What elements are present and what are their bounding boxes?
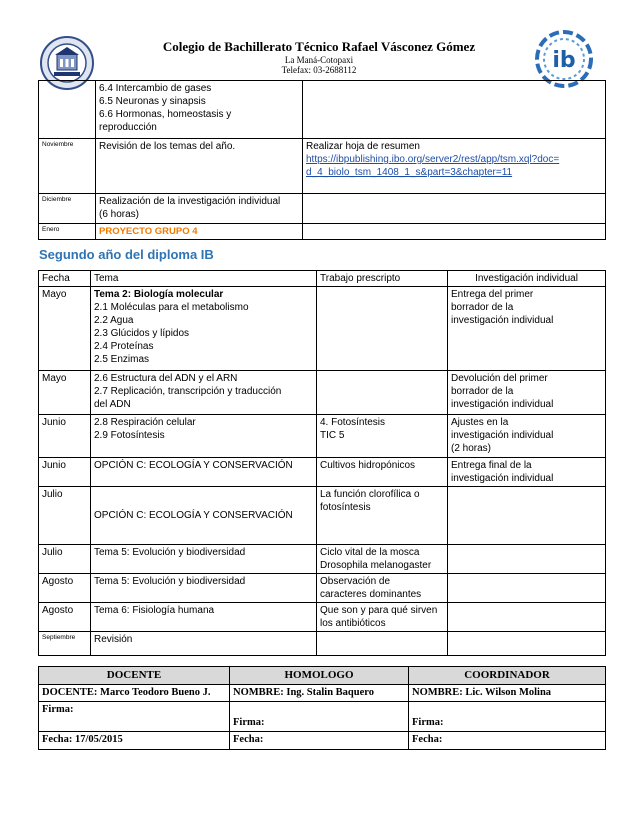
column-header: Tema <box>91 271 317 287</box>
signature-firma-row <box>39 702 606 732</box>
topic-cell: Tema 5: Evolución y biodiversidad <box>91 574 317 603</box>
table-row <box>39 574 606 603</box>
schedule-table-second-year <box>38 270 606 656</box>
topic-cell: 2.6 Estructura del ADN y el ARN 2.7 Replicación, transcripción y traducción del ADN <box>91 371 317 415</box>
topic-cell: Revisión de los temas del año. <box>96 139 303 194</box>
topic-cell: OPCIÓN C: ECOLOGÍA Y CONSERVACIÓN <box>91 458 317 487</box>
column-header: HOMOLOGO <box>230 667 409 685</box>
topic-cell: Tema 6: Fisiología humana <box>91 603 317 632</box>
teacher-name: DOCENTE: Marco Teodoro Bueno J. <box>39 685 230 702</box>
firma-cell: Firma: <box>409 702 606 732</box>
table-row <box>39 287 606 371</box>
table-row <box>39 371 606 415</box>
date-cell: Julio <box>39 545 91 574</box>
table-row <box>39 545 606 574</box>
assignment-cell: La función clorofílica o fotosíntesis <box>317 487 448 545</box>
schedule-table-first-year <box>38 80 606 240</box>
column-header: Fecha <box>39 271 91 287</box>
date-cell: Julio <box>39 487 91 545</box>
topic-cell: PROYECTO GRUPO 4 <box>96 224 303 240</box>
fecha-cell: Fecha: <box>409 732 606 750</box>
homologo-name: NOMBRE: Ing. Stalin Baquero <box>230 685 409 702</box>
table-row <box>39 632 606 656</box>
column-header: Investigación individual <box>448 271 606 287</box>
table-header-row <box>39 271 606 287</box>
research-cell: Entrega del primer borrador de la investigación individual <box>448 287 606 371</box>
coordinator-name: NOMBRE: Lic. Wilson Molina <box>409 685 606 702</box>
assignment-cell: Que son y para qué sirven los antibióticos <box>317 603 448 632</box>
signature-table <box>38 666 606 750</box>
signature-fecha-row <box>39 732 606 750</box>
fecha-cell: Fecha: <box>230 732 409 750</box>
table-row <box>39 224 606 240</box>
assignment-cell: Ciclo vital de la mosca Drosophila melanogaster <box>317 545 448 574</box>
topic-cell: Tema 5: Evolución y biodiversidad <box>91 545 317 574</box>
signature-names-row <box>39 685 606 702</box>
column-header: DOCENTE <box>39 667 230 685</box>
table-row <box>39 415 606 458</box>
research-cell: Entrega final de la investigación individual <box>448 458 606 487</box>
date-cell: Mayo <box>39 287 91 371</box>
topic-cell: Realización de la investigación individual (6 horas) <box>96 194 303 224</box>
topic-cell: Tema 2: Biología molecular 2.1 Moléculas para el metabolismo 2.2 Agua 2.3 Glúcidos y lípidos 2.4 Proteínas 2.5 Enzimas <box>91 287 317 371</box>
date-cell: Agosto <box>39 603 91 632</box>
table-row <box>39 487 606 545</box>
assignment-cell: 4. Fotosíntesis TIC 5 <box>317 415 448 458</box>
table-row <box>39 603 606 632</box>
month-cell: Enero <box>39 224 96 240</box>
resource-link[interactable]: https://ibpublishing.ibo.org/server2/rest/app/tsm.xql?doc= d_4_biolo_tsm_1408_1_s&part=3&chapter=11 <box>306 154 560 178</box>
month-cell: Noviembre <box>39 139 96 194</box>
assignment-cell: Observación de caracteres dominantes <box>317 574 448 603</box>
topic-list: 6.4 Intercambio de gases 6.5 Neuronas y sinapsis 6.6 Hormonas, homeostasis y reproducción <box>96 81 303 139</box>
table-row <box>39 81 606 139</box>
date-cell: Junio <box>39 415 91 458</box>
table-row <box>39 194 606 224</box>
table-row <box>39 458 606 487</box>
date-cell: Agosto <box>39 574 91 603</box>
school-location: La Maná-Cotopaxi <box>284 55 354 65</box>
assignment-cell: Realizar hoja de resumen https://ibpublishing.ibo.org/server2/rest/app/tsm.xql?doc= d_4_biolo_tsm_1408_1_s&part=3&chapter=11 <box>303 139 606 194</box>
firma-cell: Firma: <box>39 702 230 732</box>
column-header: COORDINADOR <box>409 667 606 685</box>
column-header: Trabajo prescripto <box>317 271 448 287</box>
month-cell: Diciembre <box>39 194 96 224</box>
topic-cell: Revisión <box>91 632 317 656</box>
date-cell: Septiembre <box>39 632 91 656</box>
table-row <box>39 139 606 194</box>
date-cell: Junio <box>39 458 91 487</box>
assignment-cell: Cultivos hidropónicos <box>317 458 448 487</box>
date-cell: Mayo <box>39 371 91 415</box>
research-cell: Devolución del primer borrador de la investigación individual <box>448 371 606 415</box>
section-title: Segundo año del diploma IB <box>39 247 214 262</box>
fecha-cell: Fecha: 17/05/2015 <box>39 732 230 750</box>
topic-cell: 2.8 Respiración celular 2.9 Fotosíntesis <box>91 415 317 458</box>
school-phone: Telefax: 03-2688112 <box>281 65 357 75</box>
firma-cell: Firma: <box>230 702 409 732</box>
school-title: Colegio de Bachillerato Técnico Rafael Vásconez Gómez <box>162 39 476 54</box>
svg-text:ib: ib <box>552 48 576 73</box>
research-cell: Ajustes en la investigación individual (2 horas) <box>448 415 606 458</box>
signature-header-row <box>39 667 606 685</box>
topic-cell: OPCIÓN C: ECOLOGÍA Y CONSERVACIÓN <box>91 487 317 545</box>
